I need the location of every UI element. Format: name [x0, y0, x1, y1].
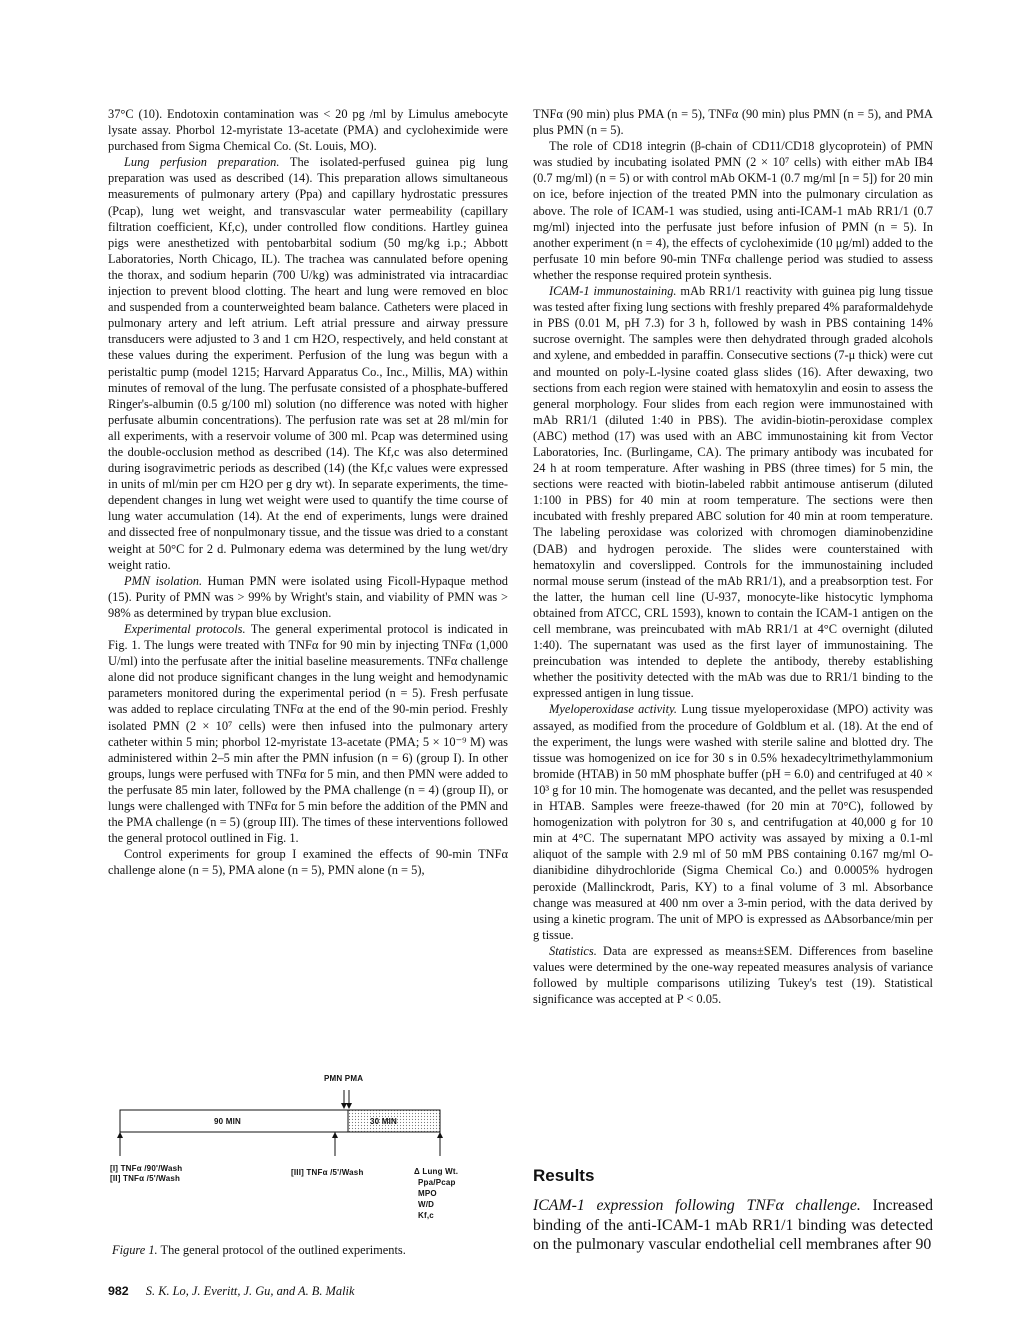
- measure-wd: W/D: [418, 1200, 435, 1209]
- results-paragraph: ICAM-1 expression following TNFα challenge. Increased binding of the anti-ICAM-1 mAb RR1/1 binding was detected on the pulmonary vascular endothelial cell membranes after 90: [533, 1197, 933, 1253]
- section-subheading: Myeloperoxidase activity.: [549, 702, 677, 717]
- group-iii-label: [III] TNFα /5'/Wash: [291, 1168, 364, 1177]
- section-subheading: Experimental protocols.: [124, 622, 246, 636]
- paragraph: 37°C (10). Endotoxin contamination was < 20 pg /ml by Limulus amebocyte lysate assay. Phorbol 12-myristate 13-acetate (PMA) and cycloheximide were purchased from Sigma Chemical Co. (St. Louis, MO).: [108, 107, 508, 154]
- paragraph: Statistics. Data are expressed as means±SEM. Differences from baseline values were determined by the one-way repeated measures analysis of variance followed by multiple comparisons utilizing Tukey's test (19). Statistical significance was accepted at P < 0.05.: [533, 943, 933, 1007]
- running-authors: S. K. Lo, J. Everitt, J. Gu, and A. B. Malik: [145, 1284, 355, 1298]
- label-30-min: 30 MIN: [370, 1117, 397, 1126]
- measure-kfc: Kf,c: [418, 1211, 434, 1220]
- protocol-diagram: [108, 1070, 508, 1240]
- results-subheading: ICAM-1 expression following TNFα challenge.: [533, 1197, 861, 1214]
- measure-lung-wt: Δ Lung Wt.: [414, 1167, 459, 1176]
- group-i-label: [I] TNFα /90'/Wash: [110, 1164, 183, 1173]
- paragraph: The role of CD18 integrin (β-chain of CD11/CD18 glycoprotein) of PMN was studied by incubating isolated PMN (2 × 10⁷ cells) with either mAb IB4 (0.7 mg/ml) (n = 5) or with control mAb OKM-1 (0.7 mg/ml [n = 5]) for 20 min on ice, before injection of the treated PMN into the pulmonary circulation as above. The role of ICAM-1 was studied, using anti-ICAM-1 mAb RR1/1 (0.7 mg/ml) injected into the perfusate just before infusion of PMN (n = 5). In another experiment (n = 4), the effects of cycloheximide (10 μg/ml) added to the perfusate 10 min before 90-min TNFα challenge period was studied to assess whether the response required protein synthesis.: [533, 139, 933, 282]
- paragraph: Myeloperoxidase activity. Lung tissue myeloperoxidase (MPO) activity was assayed, as modified from the procedure of Goldblum et al. (18). At the end of the experiment, the lungs were washed with sterile saline and blotted dry. The tissue was homogenized on ice for 30 s in 0.5% hexadecyltrimethylammonium bromide (HTAB) in 50 mM phosphate buffer (pH = 6.0) and centrifuged at 40 × 10³ g for 10 min. The homogenate was decanted, and the pellet was resuspended in HTAB. Samples were freeze-thawed (for 20 min at 70°C), followed by homogenization with polytron for 30 s, and centrifugation at 40,000 g for 10 min at 4°C. The supernatant MPO activity was assayed by mixing a 0.1-ml aliquot of the sample with 2.9 ml of 50 mM PBS containing 0.167 mg/ml O-dianibidine dihydrochloride (Sigma Chemical Co.) and 0.0005% hydrogen peroxide (Mallinckrodt, Paris, KY) to a final volume of 3 ml. Absorbance change was measured at 400 nm over a 3-min period, with the data derived by using a kinetic program. The unit of MPO is expressed as ΔAbsorbance/min per g tissue.: [533, 702, 933, 942]
- section-subheading: Lung perfusion preparation.: [124, 155, 280, 170]
- figure-tag: Figure 1.: [112, 1243, 158, 1257]
- left-column: [108, 106, 508, 879]
- section-subheading: Statistics.: [549, 943, 597, 958]
- measure-ppa-pcap: Ppa/Pcap: [418, 1178, 456, 1187]
- label-90-min: 90 MIN: [214, 1117, 241, 1126]
- pmn-pma-label: PMN PMA: [324, 1074, 364, 1083]
- group-iii-arrowhead: [332, 1132, 338, 1138]
- page-footer: [108, 1284, 354, 1299]
- paragraph: Experimental protocols. The general experimental protocol is indicated in Fig. 1. The lungs were treated with TNFα for 90 min by injecting TNFα (1,000 U/ml) into the perfusate after the initial baseline measurements. TNFα challenge alone did not produce significant changes in the lung weight and hemodynamic parameters monitored during the experimental period (n = 5). Fresh perfusate was added to replace circulating TNFα at the end of the 90-min period. Freshly isolated PMN (2 × 10⁷ cells) were then infused into the pulmonary artery catheter within 5 min; phorbol 12-myristate 13-acetate (PMA; 5 × 10⁻⁹ M) was administered within 2–5 min after the PMN infusion (n = 6) (group I). In other groups, lungs were perfused with TNFα for 5 min, and then PMN were added to the perfusate 85 min later, followed by the PMA challenge (n = 4) (group II), or lungs were challenged with TNFα for 5 min before the addition of the PMN and the PMA challenge (n = 5) (group III). The times of these interventions followed the general protocol outlined in Fig. 1.: [108, 622, 508, 846]
- pma-arrowhead: [346, 1103, 352, 1109]
- paragraph: Lung perfusion preparation. The isolated-perfused guinea pig lung preparation was used as described (14). This preparation allows simultaneous measurements of pulmonary artery (Ppa) and capillary hydrostatic pressures (Pcap), lung wet weight, and transvascular water permeability (capillary filtration coefficient, Kf,c), under controlled flow conditions. Hartley guinea pigs were anesthetized with pentobarbital sodium (50 mg/kg i.p.; Abbott Laboratories, North Chicago, IL). The trachea was cannulated before opening the thorax, and sodium heparin (700 U/kg) was administrated via intracardiac injection to prevent blood clotting. The heart and lung were removed en bloc and suspended from a counterweighted beam balance. Catheters were placed in pulmonary artery and left atrium. Left atrial pressure and airway pressure transducers were adjusted to 3 and 1 cm H2O, respectively, and held constant at these values during the experiment. Perfusion of the lung was begun with a peristaltic pump (model 1215; Harvard Apparatus Co., Inc., Millis, MA) within minutes of removal of the lung. The perfusate consisted of a phosphate-buffered Ringer's-albumin (0.5 g/100 ml) solution (no difference was noted with higher perfusate albumin concentrations). The perfusion rate was set at 28 ml/min for all experiments, with a reservoir volume of 300 ml. Pcap was determined using the double-occlusion method as described (14). The Kf,c was also determined during isogravimetric periods as described (14) (the Kf,c values were expressed in units of ml/min per cm H2O per g dry wt). In separate experiments, the time-dependent changes in lung wet weight were used to quantify the time course of lung water accumulation (14). At the end of experiments, lungs were drained and dissected free of nonpulmonary tissue, and the tissue was dried to a constant weight at 50°C for 2 d. Pulmonary edema was determined by the lung wet/dry weight ratio.: [108, 155, 508, 572]
- page-number: 982: [108, 1284, 129, 1298]
- protocol-figure: [108, 1070, 508, 1260]
- group-ii-label: [II] TNFα /5'/Wash: [110, 1174, 181, 1183]
- paragraph: PMN isolation. Human PMN were isolated using Ficoll-Hypaque method (15). Purity of PMN was > 99% by Wright's stain, and viability of PMN was > 98% as determined by trypan blue exclusion.: [108, 573, 508, 620]
- end-arrowhead: [437, 1132, 443, 1138]
- results-heading: Results: [533, 1166, 595, 1185]
- paragraph: TNFα (90 min) plus PMA (n = 5), TNFα (90 min) plus PMN (n = 5), and PMA plus PMN (n = 5).: [533, 107, 933, 138]
- paragraph: Control experiments for group I examined the effects of 90-min TNFα challenge alone (n = 5), PMA alone (n = 5), PMN alone (n = 5),: [108, 847, 508, 878]
- right-column: [533, 106, 933, 1007]
- figure-caption: Figure 1. The general protocol of the outlined experiments.: [112, 1243, 406, 1257]
- start-arrowhead: [117, 1132, 123, 1138]
- section-subheading: ICAM-1 immunostaining.: [549, 284, 677, 299]
- section-subheading: PMN isolation.: [124, 573, 203, 588]
- pmn-arrowhead: [341, 1103, 347, 1109]
- measure-mpo: MPO: [418, 1189, 437, 1198]
- paragraph: ICAM-1 immunostaining. mAb RR1/1 reactivity with guinea pig lung tissue was tested after fixing lung sections with freshly prepared 4% paraformaldehyde in PBS (0.01 M, pH 7.3) for 3 h, followed by wash in PBS containing 14% sucrose overnight. The samples were then dehydrated through graded alcohols and xylene, and embedded in paraffin. Consecutive sections (7-μ thick) were cut and mounted on poly-L-lysine coated glass slides (16). After dewaxing, two sections from each region were stained with hematoxylin and eosin to assess the general morphology. Four slides from each region were immunostained with mAb RR1/1 (diluted 1:40 in PBS). The avidin-biotin-peroxidase complex (ABC) method (17) was used with an ABC immunostaining kit from Vector Laboratories, Inc. (Burlingame, CA). The primary antibody was incubated for 24 h at room temperature. After washing in PBS (three times) for 5 min, the sections were reacted with biotin-labeled rabbit antimouse antiserum (diluted 1:100 in PBS) for 40 min at room temperature. The sections were then incubated with freshly prepared ABC solution for 40 min at room temperature. The labeling peroxidase was colorized with chromogen diaminobenzidine (DAB) and hydrogen peroxide. The slides were counterstained with hematoxylin and coverslipped. Controls for the immunostaining included normal mouse serum (instead of the mAb RR1/1), and a preabsorption test. For the latter, the human cell line (U-937, monocyte-like histocytic lymphoma obtained from ATCC, CRL 1593), known to contain the ICAM-1 antigen on the cell membrane, was preincubated with mAb RR1/1 at 4°C overnight (diluted 1:40). The supernatant was used as the first layer of immunostaining. The preincubation was intended to deplete the antibody, thereby establishing whether the positivity detected with the mAb was due to RR1/1 binding to the expressed antigen in lung tissue.: [533, 284, 934, 701]
